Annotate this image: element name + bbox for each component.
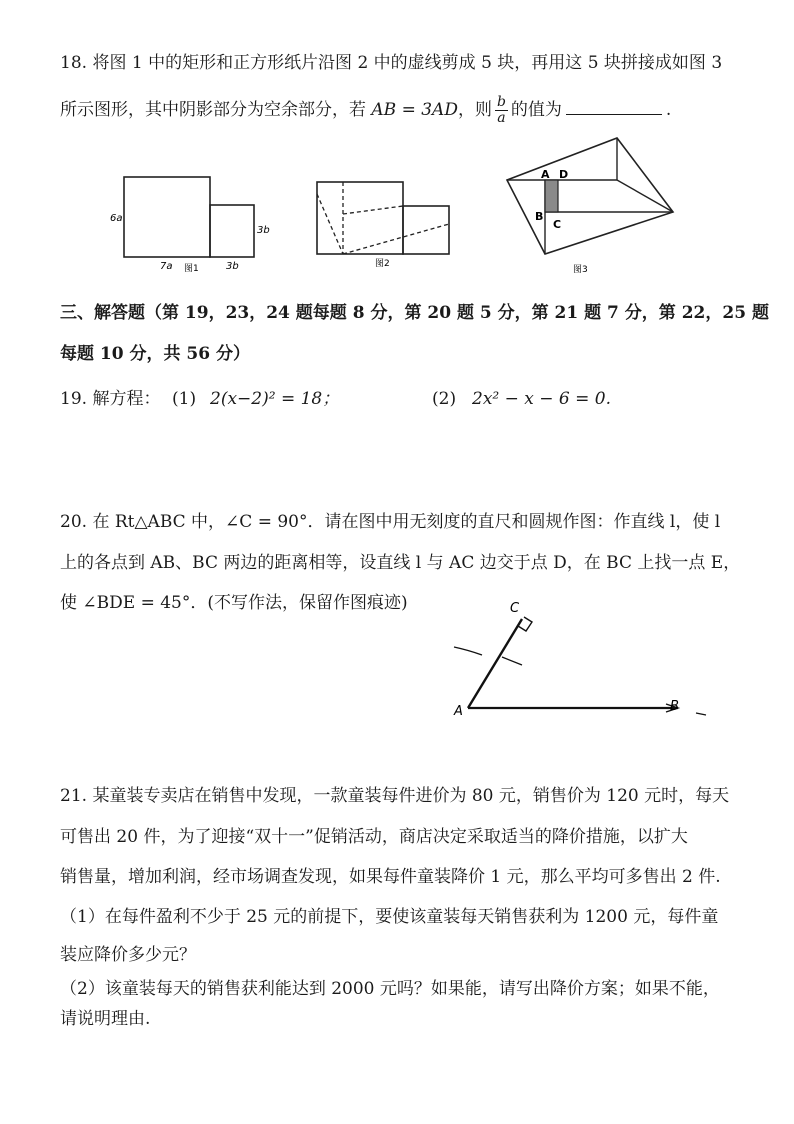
- fig1-label-6a: 6a: [110, 213, 123, 224]
- q19-part1-equation: 2(x−2)² = 18；: [210, 389, 340, 409]
- q19-stem: 19. 解方程：: [60, 389, 161, 409]
- section3-title: 三、解答题（第 19，23，24 题每题 8 分，第 20 题 5 分，第 21 题 7 分，第 22，25 题: [60, 303, 769, 323]
- fig3-caption: 图3: [573, 265, 588, 275]
- q21-part2-line2: 请说明理由.: [60, 1009, 151, 1029]
- fig3-label-B: B: [535, 210, 544, 223]
- fig1-rectangle: [124, 177, 210, 257]
- fig2-caption: 图2: [375, 259, 390, 269]
- q18-answer-blank[interactable]: [566, 100, 662, 115]
- section3-title-2: 每题 10 分，共 56 分）: [60, 344, 250, 364]
- q20-stray-mark: [696, 713, 706, 715]
- q18-fraction: [495, 95, 508, 126]
- q20-arc-mark-2: [502, 657, 522, 665]
- q18-line1: 18. 将图 1 中的矩形和正方形纸片沿图 2 中的虚线剪成 5 块，再用这 5 块拼接成如图 3: [60, 53, 723, 73]
- q20-line3: 使 ∠BDE = 45°．(不写作法，保留作图痕迹): [60, 593, 408, 613]
- q21-part2-line1: （2）该童装每天的销售获利能达到 2000 元吗？如果能，请写出降价方案；如果不能，: [60, 979, 720, 999]
- q20-side-AC: [468, 619, 522, 708]
- q18-line2-text-b: ，则: [457, 100, 492, 120]
- fig1-square: [210, 205, 254, 257]
- figure-2: [305, 170, 465, 270]
- q18-frac-num: b: [496, 94, 506, 110]
- q21-part1-line2: 装应降价多少元？: [60, 945, 196, 965]
- fig1-label-3b-side: 3b: [257, 225, 270, 236]
- q20-label-C: C: [510, 601, 520, 616]
- q19-part1-number: (1): [172, 389, 197, 409]
- fig3-label-C: C: [553, 218, 562, 231]
- fig1-caption: 图1: [184, 264, 199, 274]
- q20-arc-mark-1: [454, 647, 482, 655]
- fig3-shaded-region: [545, 180, 558, 212]
- fig2-cut-4: [343, 224, 449, 254]
- fig3-label-A: A: [541, 168, 550, 181]
- q18-condition: AB = 3AD: [371, 100, 458, 120]
- q21-line3: 销售量，增加利润，经市场调查发现，如果每件童装降价 1 元，那么平均可多售出 2 件.: [60, 867, 721, 887]
- fig3-label-D: D: [559, 168, 569, 181]
- q19-part2-number: (2): [432, 389, 457, 409]
- q21-line2: 可售出 20 件，为了迎接“双十一”促销活动，商店决定采取适当的降价措施，以扩大: [60, 827, 688, 847]
- fig2-cut-1: [317, 194, 343, 254]
- q18-line2: [60, 95, 671, 126]
- q20-triangle-figure: [440, 595, 720, 725]
- q18-frac-den: a: [497, 110, 506, 126]
- fig2-rectangle: [317, 182, 403, 254]
- fig1-label-7a: 7a: [160, 261, 173, 272]
- q20-line2: 上的各点到 AB、BC 两边的距离相等，设直线 l 与 AC 边交于点 D，在 BC 上找一点 E，: [60, 553, 741, 573]
- q20-label-B: B: [670, 699, 679, 714]
- figure-1: [100, 165, 290, 277]
- q20-line1: 20. 在 Rt△ABC 中，∠C = 90°．请在图中用无刻度的直尺和圆规作图：作直线 l，使 l: [60, 512, 721, 532]
- q21-part1-line1: （1）在每件盈利不少于 25 元的前提下，要使该童装每天销售获利为 1200 元，每件童: [60, 907, 719, 927]
- fig3-outline: [507, 138, 673, 254]
- q18-line2-end: .: [665, 100, 672, 120]
- figure-3: [495, 132, 685, 282]
- q18-line2-text-c: 的值为: [510, 100, 562, 120]
- q19-part2-equation: 2x² − x − 6 = 0.: [472, 389, 611, 409]
- fig1-label-3b-bottom: 3b: [226, 261, 239, 272]
- fig3-line-right: [617, 180, 673, 212]
- fig2-cut-3: [343, 206, 403, 214]
- q20-label-A: A: [454, 704, 463, 719]
- q18-line2-text-a: 所示图形，其中阴影部分为空余部分，若: [60, 100, 372, 120]
- q21-line1: 21. 某童装专卖店在销售中发现，一款童装每件进价为 80 元，销售价为 120 元时，每天: [60, 786, 730, 806]
